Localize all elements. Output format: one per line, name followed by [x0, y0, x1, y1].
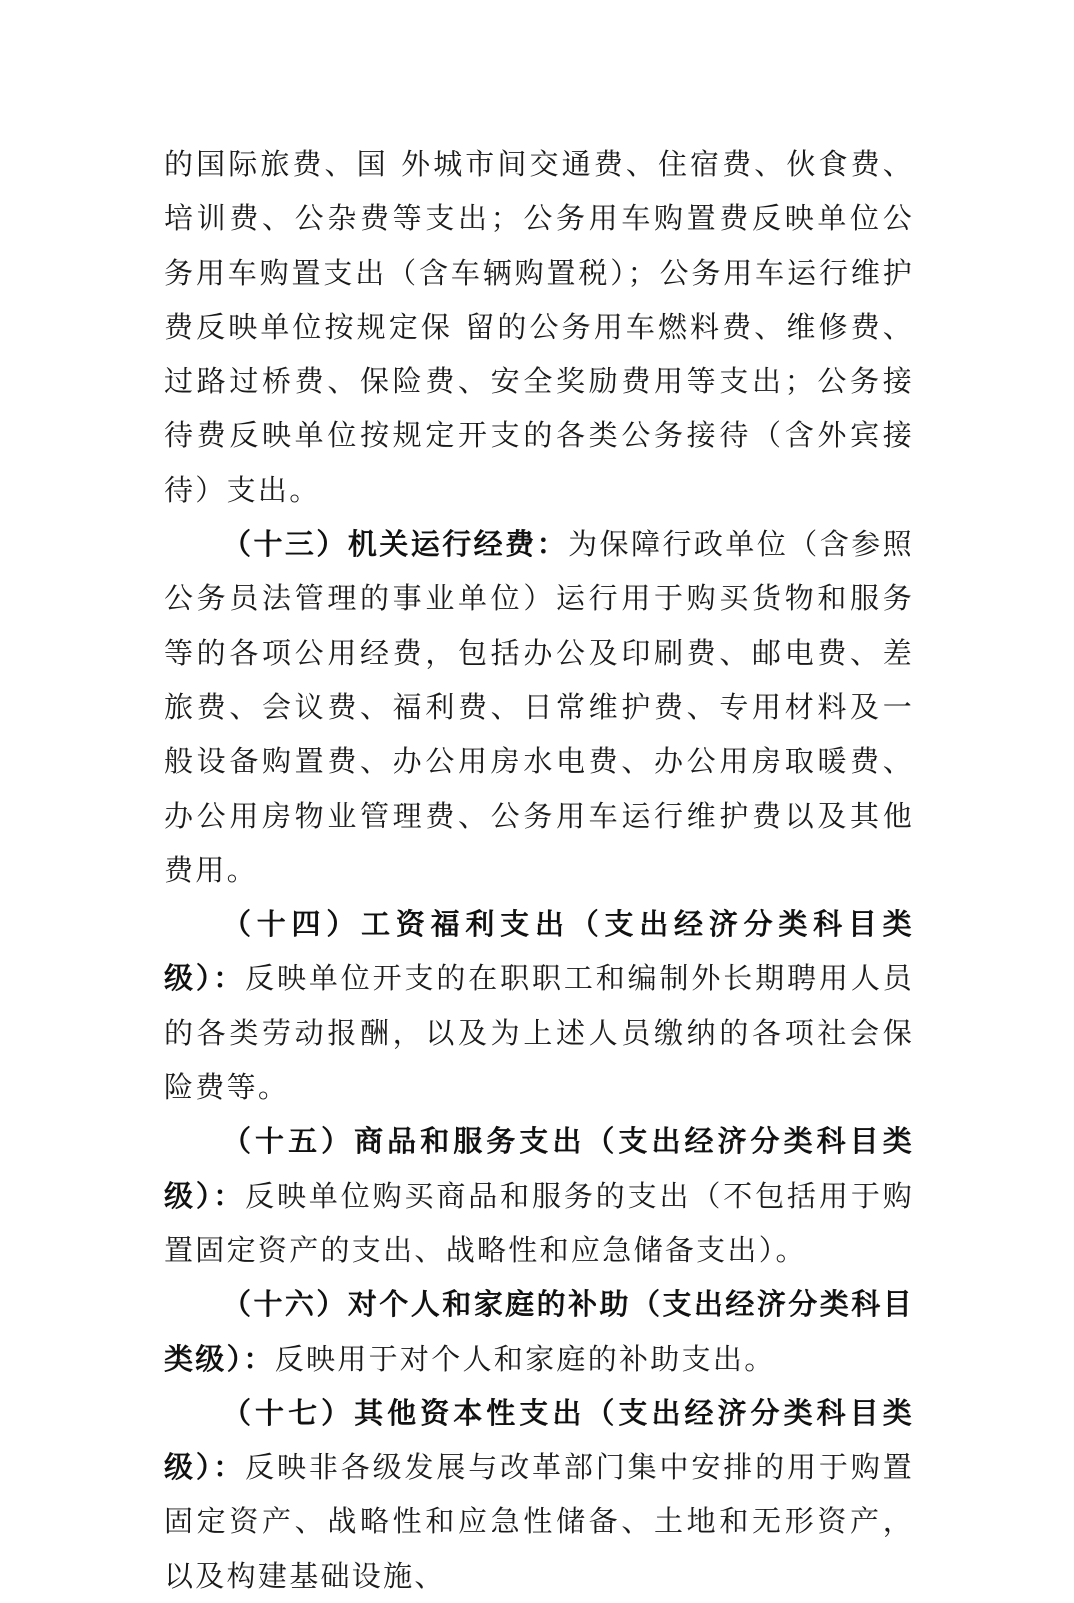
paragraph-text: 反映单位开支的在职职工和编制外长期聘用人员的各类劳动报酬，以及为上述人员缴纳的各项社会保险费等。: [164, 961, 914, 1105]
section-heading: （十三）机关运行经费：: [222, 527, 569, 562]
section-heading: （十六）对个人和家庭的补助（支出经济分类科目类级）：: [164, 1287, 914, 1376]
paragraph-text: 反映单位购买商品和服务的支出（不包括用于购置固定资产的支出、战略性和应急储备支出）。: [164, 1178, 914, 1267]
paragraph-text: 反映用于对个人和家庭的补助支出。: [274, 1341, 776, 1376]
section-heading: （十七）其他资本性支出（支出经济分类科目类级）：: [164, 1395, 914, 1485]
paragraph-section-16: [164, 1277, 914, 1386]
section-heading: （十四）工资福利支出（支出经济分类科目类级）：: [164, 907, 914, 996]
paragraph-section-15: [164, 1114, 914, 1277]
paragraph-text: 为保障行政单位（含参照公务员法管理的事业单位）运行用于购买货物和服务等的各项公用经费，包括办公及印刷费、邮电费、差旅费、会议费、福利费、日常维护费、专用材料及一般设备购置费、办公用房水电费、办公用房取暖费、办公用房物业管理费、公务用车运行维护费以及其他费用。: [164, 527, 914, 887]
paragraph-text: 的国际旅费、国 外城市间交通费、住宿费、伙食费、培训费、公杂费等支出；公务用车购置费反映单位公务用车购置支出（含车辆购置税）；公务用车运行维护费反映单位按规定保 留的公务用车燃料费、维修费、过路过桥费、保险费、安全奖励费用等支出；公务接待费反映单位按规定开支的各类公务接待（含外宾接待）支出。: [164, 147, 914, 507]
paragraph-section-13: [164, 517, 914, 897]
paragraph-continuation: [164, 137, 914, 517]
section-heading: （十五）商品和服务支出（支出经济分类科目类级）：: [164, 1124, 914, 1213]
paragraph-section-14: [164, 897, 914, 1114]
document-body: [164, 137, 914, 1603]
paragraph-text: 反映非各级发展与改革部门集中安排的用于购置固定资产、战略性和应急性储备、土地和无形资产，以及构建基础设施、: [164, 1450, 914, 1593]
paragraph-section-17: [164, 1386, 914, 1603]
